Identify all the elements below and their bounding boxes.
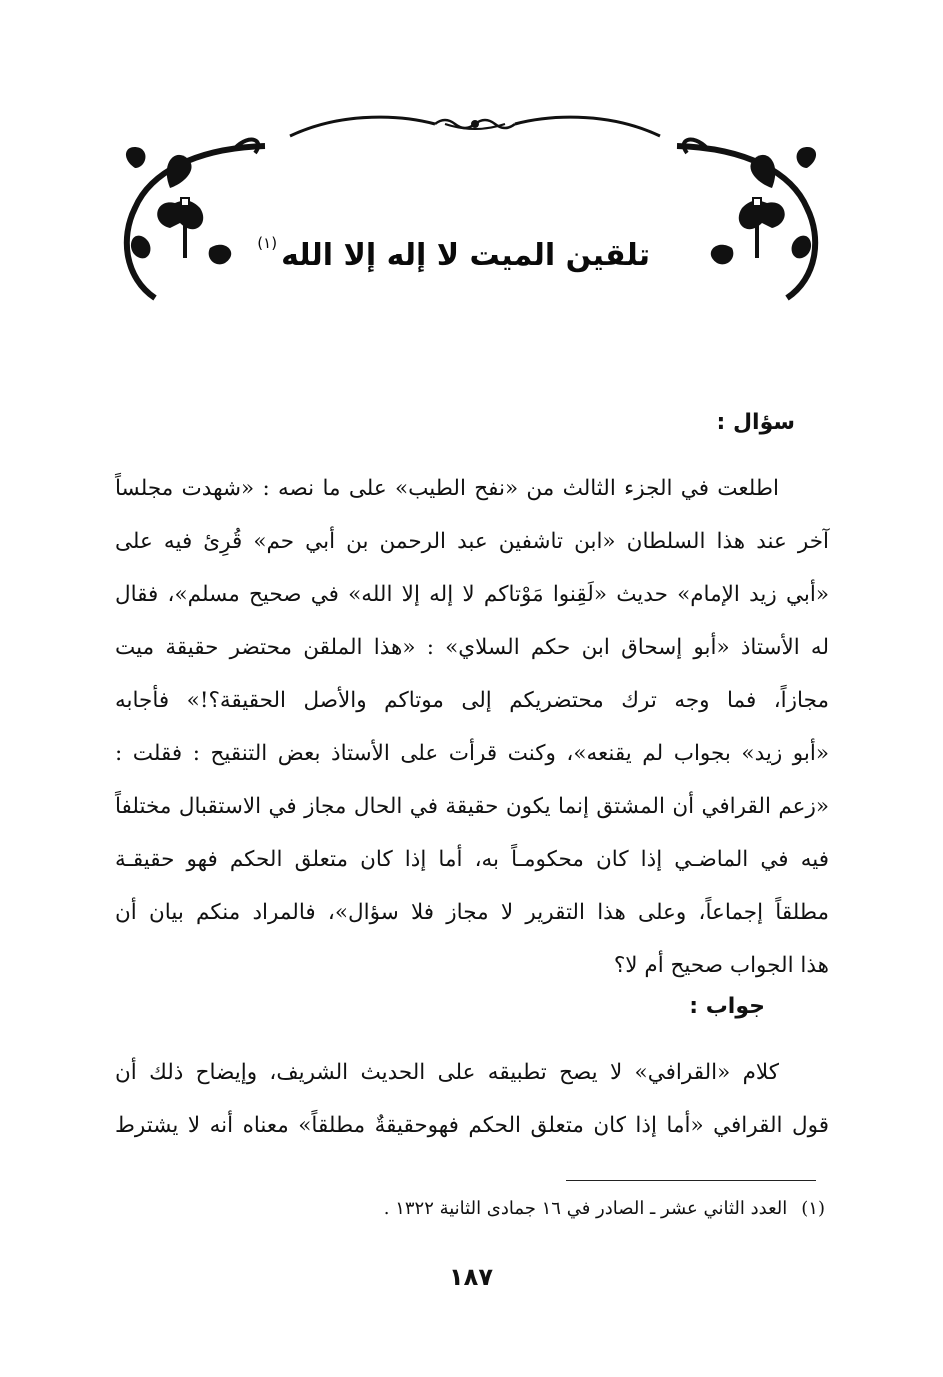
flourish-divider-icon: [285, 108, 665, 148]
answer-paragraph: [115, 1046, 829, 1152]
page-title: [257, 234, 650, 273]
title-footnote-ref: (١): [257, 234, 278, 252]
text-line: هذا الجواب صحيح أم لا؟: [613, 953, 829, 978]
text-line: «أبو زيد» بجواب لم يقنعه»، وكنت قرأت على الأستاذ بعض التنقيح : فقلت :: [115, 741, 829, 766]
question-heading: سؤال :: [716, 410, 795, 435]
text-line: «أبي زيد الإمام» حديث «لَقِنوا مَوْتاكم لا إله إلا الله» في صحيح مسلم»، فقال: [115, 582, 829, 607]
text-line: آخر عند هذا السلطان «ابن تاشفين عبد الرحمن بن أبي حم» قُرِئ فيه على: [115, 529, 829, 554]
text-line: «زعم القرافي أن المشتق إنما يكون حقيقة في الحال مجاز في الاستقبال مختلفاً: [115, 794, 829, 819]
text-line: فيه في الماضـي إذا كان محكومـاً به، أما إذا كان متعلق الحكم فهو حقيقـة: [115, 847, 829, 872]
footnote-text: العدد الثاني عشر ـ الصادر في ١٦ جمادى الثانية ١٣٢٢ .: [383, 1198, 788, 1219]
text-line: قول القرافي «أما إذا كان متعلق الحكم فهوحقيقةٌ مطلقاً» معناه أنه لا يشترط: [115, 1113, 829, 1138]
text-line: مطلقاً إجماعاً، وعلى هذا التقرير لا مجاز فلا سؤال»، فالمراد منكم بيان أن: [115, 900, 829, 925]
page-number: ١٨٧: [449, 1263, 493, 1291]
text-line: له الأستاذ «أبو إسحاق ابن حكم السلاي» : «هذا الملقن محتضر حقيقة ميت: [115, 635, 829, 660]
question-paragraph: [115, 462, 829, 992]
answer-heading: جواب :: [689, 994, 765, 1019]
title-text: تلقين الميت لا إله إلا الله: [281, 238, 650, 273]
footnote: [384, 1198, 825, 1219]
footnote-divider: [566, 1180, 816, 1181]
text-line: كلام «القرافي» لا يصح تطبيقه على الحديث الشريف، وإيضاح ذلك أن: [115, 1060, 779, 1085]
footnote-mark: (١): [801, 1198, 825, 1219]
fleur-corner-icon: [115, 128, 270, 303]
text-line: مجازاً، فما وجه ترك محتضريكم إلى موتاكم والأصل الحقيقة؟!» فأجابه: [115, 688, 829, 713]
fleur-corner-icon: [672, 128, 827, 303]
text-line: اطلعت في الجزء الثالث من «نفح الطيب» على ما نصه : «شهدت مجلساً: [115, 476, 779, 501]
